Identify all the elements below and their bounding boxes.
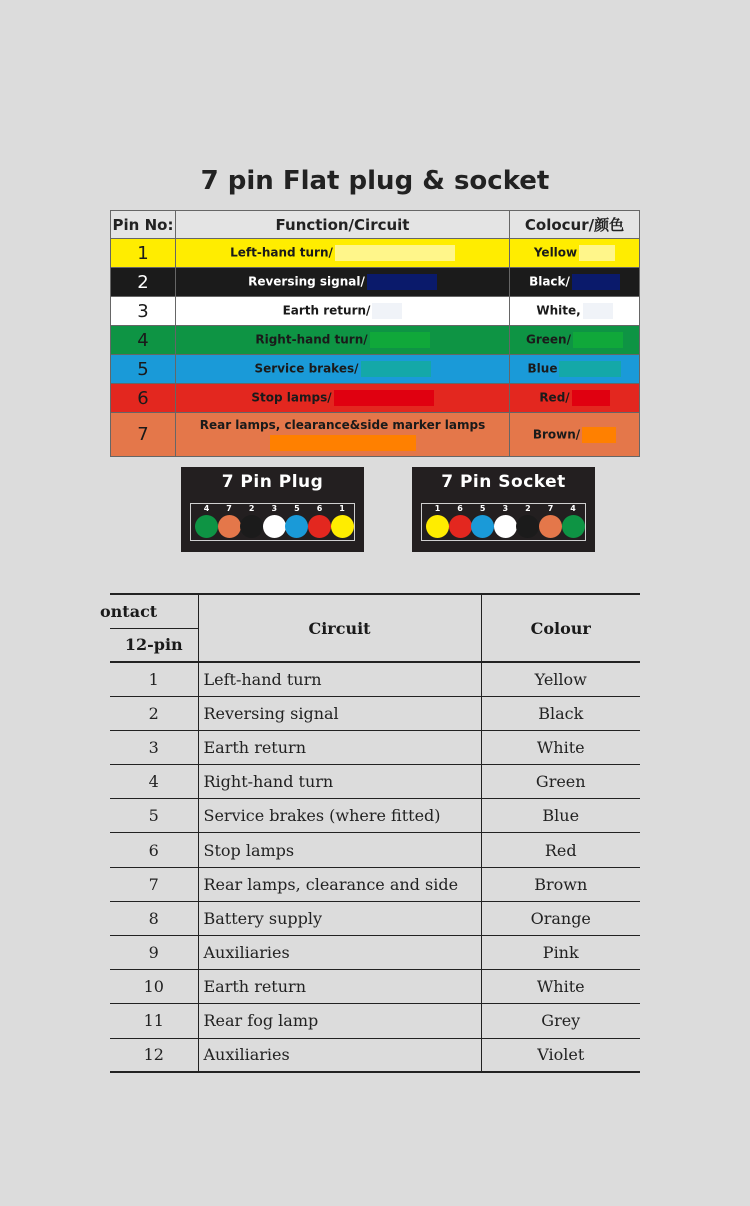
redaction-block bbox=[572, 274, 620, 290]
socket-pin-dot bbox=[562, 515, 585, 538]
pin-function-text: Left-hand turn/ bbox=[230, 245, 333, 260]
pin-function bbox=[176, 355, 510, 384]
pin-function bbox=[176, 268, 510, 297]
contact-number: 8 bbox=[110, 901, 198, 935]
redaction-block bbox=[370, 332, 430, 348]
plug-pin bbox=[263, 504, 286, 538]
pin-colour bbox=[510, 326, 640, 355]
pin-colour-text: Yellow bbox=[533, 245, 578, 260]
plug-pin-number: 1 bbox=[339, 504, 345, 513]
pin-function-text: Stop lamps/ bbox=[251, 390, 332, 405]
pin-colour-text: Black/ bbox=[529, 274, 570, 289]
circuit-name: Right-hand turn bbox=[198, 765, 481, 799]
contact-number: 10 bbox=[110, 970, 198, 1004]
pin-colour bbox=[510, 268, 640, 297]
twelve-pin-row bbox=[110, 765, 640, 799]
pin-number: 7 bbox=[111, 413, 176, 457]
header-function: Function/Circuit bbox=[176, 211, 510, 239]
pin-function-text: Rear lamps, clearance&side marker lamps bbox=[199, 418, 486, 432]
socket-pin-number: 6 bbox=[457, 504, 463, 513]
pin-number: 6 bbox=[111, 384, 176, 413]
circuit-name: Service brakes (where fitted) bbox=[198, 799, 481, 833]
circuit-colour: Grey bbox=[481, 1004, 640, 1038]
seven-pin-row bbox=[111, 413, 640, 457]
pin-function bbox=[176, 239, 510, 268]
twelve-pin-row bbox=[110, 833, 640, 867]
seven-pin-table bbox=[110, 210, 640, 457]
plug-pin-dot bbox=[285, 515, 308, 538]
seven-pin-row bbox=[111, 268, 640, 297]
contact-number: 4 bbox=[110, 765, 198, 799]
circuit-name: Left-hand turn bbox=[198, 662, 481, 696]
socket-pin-dot bbox=[471, 515, 494, 538]
twelve-pin-row bbox=[110, 730, 640, 764]
twelve-pin-header-row-1 bbox=[110, 594, 640, 628]
circuit-colour: Orange bbox=[481, 901, 640, 935]
plug-pin-dot bbox=[195, 515, 218, 538]
socket-title: 7 Pin Socket bbox=[441, 472, 566, 492]
header-circuit: Circuit bbox=[198, 594, 481, 662]
plug-pin-frame bbox=[190, 503, 355, 541]
socket-pin-dot bbox=[494, 515, 517, 538]
seven-pin-plug-diagram bbox=[181, 467, 364, 552]
seven-pin-header-row bbox=[111, 211, 640, 239]
circuit-colour: Black bbox=[481, 696, 640, 730]
socket-pin-number: 5 bbox=[479, 504, 486, 513]
circuit-name: Earth return bbox=[198, 730, 481, 764]
circuit-colour: White bbox=[481, 730, 640, 764]
pin-colour bbox=[510, 413, 640, 457]
redaction-block bbox=[335, 245, 455, 261]
header-pin-no: Pin No: bbox=[111, 211, 176, 239]
circuit-colour: Blue bbox=[481, 799, 640, 833]
socket-pin bbox=[449, 504, 472, 538]
twelve-pin-row bbox=[110, 1038, 640, 1072]
redaction-block bbox=[579, 245, 615, 261]
socket-pin-frame bbox=[421, 503, 586, 541]
plug-title: 7 Pin Plug bbox=[221, 472, 324, 492]
pin-colour bbox=[510, 355, 640, 384]
socket-pin bbox=[562, 504, 585, 538]
plug-pin-dot bbox=[240, 515, 263, 538]
pin-colour-text: Red/ bbox=[539, 390, 570, 405]
twelve-pin-row bbox=[110, 970, 640, 1004]
contact-number: 5 bbox=[110, 799, 198, 833]
plug-pin-number: 5 bbox=[294, 504, 300, 513]
pin-function bbox=[176, 297, 510, 326]
plug-pin bbox=[308, 504, 331, 538]
seven-pin-socket-diagram bbox=[412, 467, 595, 552]
pin-number: 2 bbox=[111, 268, 176, 297]
pin-function bbox=[176, 326, 510, 355]
socket-pin-number: 2 bbox=[525, 504, 531, 513]
pin-colour-text: White, bbox=[536, 303, 581, 318]
pin-colour bbox=[510, 297, 640, 326]
circuit-colour: White bbox=[481, 970, 640, 1004]
socket-pin-number: 3 bbox=[502, 504, 509, 513]
socket-pin-dot bbox=[516, 515, 539, 538]
pin-number: 3 bbox=[111, 297, 176, 326]
plug-pin bbox=[240, 504, 263, 538]
pin-colour-text: Brown/ bbox=[532, 427, 581, 441]
circuit-colour: Yellow bbox=[481, 662, 640, 696]
plug-pin bbox=[285, 504, 308, 538]
redaction-block bbox=[583, 303, 613, 319]
circuit-name: Rear lamps, clearance and side bbox=[198, 867, 481, 901]
page-title: 7 pin Flat plug & socket bbox=[200, 166, 550, 196]
circuit-name: Earth return bbox=[198, 970, 481, 1004]
contact-number: 3 bbox=[110, 730, 198, 764]
pin-function-text: Reversing signal/ bbox=[248, 274, 365, 289]
socket-pin bbox=[426, 504, 449, 538]
twelve-pin-row bbox=[110, 1004, 640, 1038]
pin-number: 4 bbox=[111, 326, 176, 355]
twelve-pin-table bbox=[100, 593, 640, 1073]
header-12-pin: 12-pin bbox=[110, 628, 198, 662]
circuit-name: Auxiliaries bbox=[198, 1038, 481, 1072]
pin-number: 1 bbox=[111, 239, 176, 268]
pin-colour bbox=[510, 384, 640, 413]
circuit-colour: Brown bbox=[481, 867, 640, 901]
redaction-block bbox=[559, 361, 621, 377]
redaction-block bbox=[334, 390, 434, 406]
header-colour: Colocur/颜色 bbox=[510, 211, 640, 239]
pin-function-text: Earth return/ bbox=[282, 303, 371, 318]
twelve-pin-row bbox=[110, 799, 640, 833]
pin-colour-text: Blue bbox=[527, 361, 558, 376]
pin-number: 5 bbox=[111, 355, 176, 384]
seven-pin-row bbox=[111, 326, 640, 355]
pin-function bbox=[176, 413, 510, 457]
plug-pin bbox=[195, 504, 218, 538]
redaction-block bbox=[361, 361, 431, 377]
plug-pin-number: 6 bbox=[316, 504, 323, 513]
socket-pin-number: 1 bbox=[434, 504, 441, 513]
socket-pin bbox=[471, 504, 494, 538]
contact-number: 6 bbox=[110, 833, 198, 867]
socket-pin bbox=[539, 504, 562, 538]
contact-number: 11 bbox=[110, 1004, 198, 1038]
socket-pin-number: 7 bbox=[547, 504, 554, 513]
socket-pin-dot bbox=[426, 515, 449, 538]
plug-pin bbox=[331, 504, 354, 538]
seven-pin-row bbox=[111, 297, 640, 326]
pin-function bbox=[176, 384, 510, 413]
twelve-pin-row bbox=[110, 867, 640, 901]
circuit-name: Reversing signal bbox=[198, 696, 481, 730]
pin-colour bbox=[510, 239, 640, 268]
circuit-name: Battery supply bbox=[198, 901, 481, 935]
socket-pin bbox=[516, 504, 539, 538]
socket-pin-dot bbox=[539, 515, 562, 538]
twelve-pin-row bbox=[110, 696, 640, 730]
circuit-name: Rear fog lamp bbox=[198, 1004, 481, 1038]
socket-pin bbox=[494, 504, 517, 538]
pin-function-text: Service brakes/ bbox=[254, 361, 359, 376]
circuit-colour: Green bbox=[481, 765, 640, 799]
twelve-pin-table-wrap bbox=[100, 593, 640, 1073]
circuit-colour: Violet bbox=[481, 1038, 640, 1072]
plug-pin-number: 7 bbox=[226, 504, 232, 513]
twelve-pin-row bbox=[110, 901, 640, 935]
pin-colour-text: Green/ bbox=[526, 332, 571, 347]
seven-pin-row bbox=[111, 384, 640, 413]
plug-pin-number: 4 bbox=[203, 504, 210, 513]
circuit-colour: Red bbox=[481, 833, 640, 867]
socket-pin-dot bbox=[449, 515, 472, 538]
redaction-block bbox=[573, 332, 623, 348]
twelve-pin-row bbox=[110, 936, 640, 970]
redaction-block bbox=[372, 303, 402, 319]
circuit-name: Stop lamps bbox=[198, 833, 481, 867]
twelve-pin-row bbox=[110, 662, 640, 696]
plug-pin-dot bbox=[331, 515, 354, 538]
seven-pin-row bbox=[111, 355, 640, 384]
redaction-block bbox=[572, 390, 610, 406]
header-contact-text: ontact bbox=[100, 601, 158, 621]
plug-pin-number: 3 bbox=[271, 504, 278, 513]
plug-pin-number: 2 bbox=[248, 504, 255, 513]
contact-number: 9 bbox=[110, 936, 198, 970]
contact-number: 2 bbox=[110, 696, 198, 730]
contact-number: 1 bbox=[110, 662, 198, 696]
contact-number: 12 bbox=[110, 1038, 198, 1072]
redaction-block bbox=[270, 435, 416, 451]
circuit-colour: Pink bbox=[481, 936, 640, 970]
header-colour-12: Colour bbox=[481, 594, 640, 662]
redaction-block bbox=[367, 274, 437, 290]
plug-pin-dot bbox=[263, 515, 286, 538]
redaction-block bbox=[582, 427, 616, 443]
contact-number: 7 bbox=[110, 867, 198, 901]
plug-pin-dot bbox=[308, 515, 331, 538]
seven-pin-row bbox=[111, 239, 640, 268]
plug-pin-dot bbox=[218, 515, 241, 538]
circuit-name: Auxiliaries bbox=[198, 936, 481, 970]
pin-function-text: Right-hand turn/ bbox=[255, 332, 368, 347]
header-contact bbox=[100, 594, 198, 628]
plug-pin bbox=[218, 504, 241, 538]
socket-pin-number: 4 bbox=[570, 504, 576, 513]
